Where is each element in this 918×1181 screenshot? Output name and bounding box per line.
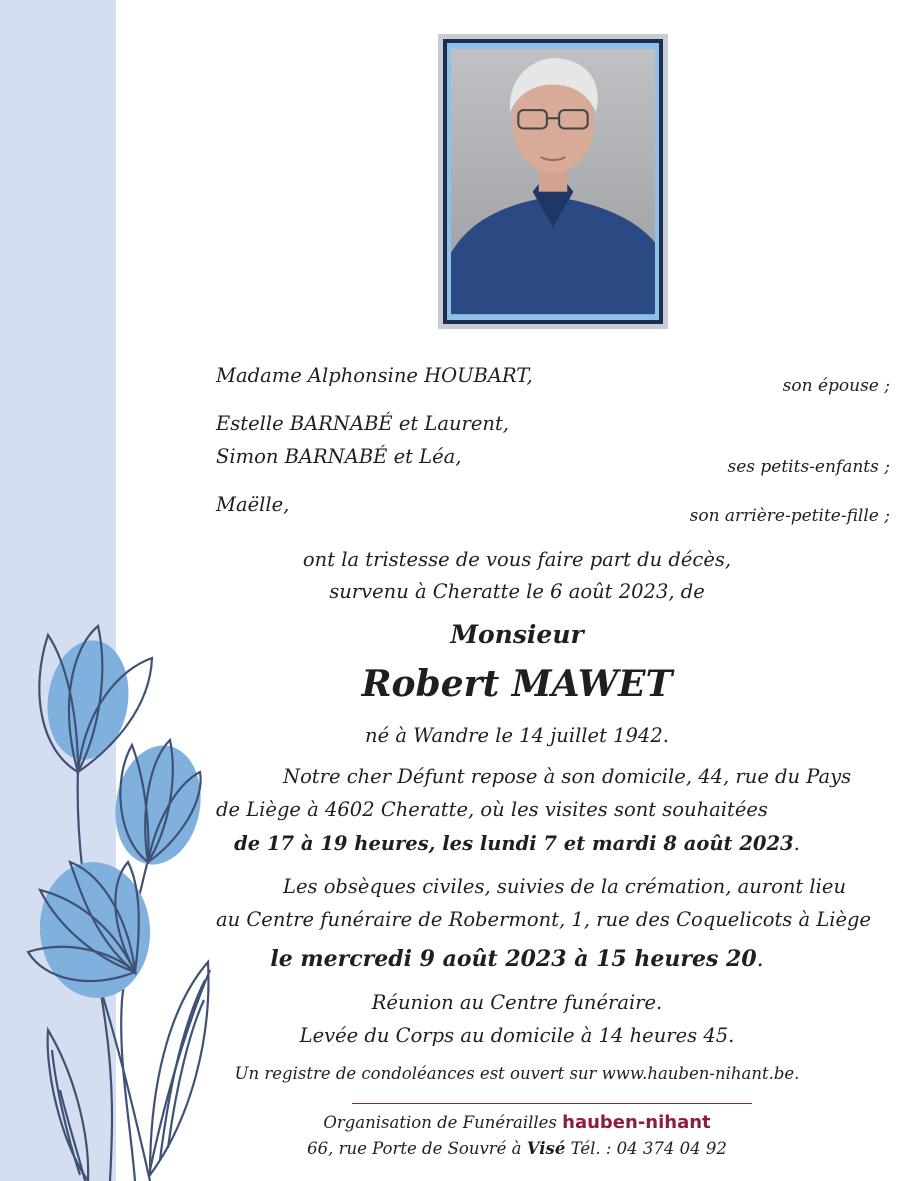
visitation-hours-text: de 17 à 19 heures, les lundi 7 et mardi 8 août 2023 (234, 832, 794, 855)
announcement-line-1: ont la tristesse de vous faire part du décès, (302, 548, 732, 571)
funeral-line-2: au Centre funéraire de Robermont, 1, rue des Coquelicots à Liège (216, 908, 872, 931)
organizer-address-line (116, 1141, 918, 1158)
funeral-line-1: Les obsèques civiles, suivies de la crémation, auront lieu (283, 875, 847, 898)
organizer-brand-logo: hauben-nihant (562, 1112, 711, 1133)
portrait-photo (451, 47, 655, 316)
funeral-date-end: . (756, 947, 764, 972)
visitation-hours-end: . (793, 832, 800, 855)
footer-divider (352, 1103, 752, 1104)
organizer-phone: Tél. : 04 374 04 92 (570, 1139, 727, 1158)
announcement-line-2: survenu à Cheratte le 6 août 2023, de (329, 580, 705, 603)
organizer-prefix: Organisation de Funérailles (323, 1113, 557, 1132)
deceased-title: Monsieur (450, 620, 584, 649)
family-name-grandchild-2: Simon BARNABÉ et Léa, (216, 445, 462, 468)
deceased-name: Robert MAWET (361, 663, 673, 705)
visitation-line-1: Notre cher Défunt repose à son domicile, 44, rue du Pays (283, 765, 852, 788)
family-relation-spouse: son épouse ; (782, 376, 890, 396)
deceased-birth: né à Wandre le 14 juillet 1942. (365, 724, 669, 747)
family-relation-grandchildren: ses petits-enfants ; (727, 457, 890, 477)
registry-notice: Un registre de condoléances est ouvert sur www.hauben-nihant.be. (234, 1064, 800, 1083)
meeting-line-1: Réunion au Centre funéraire. (371, 991, 663, 1014)
visitation-hours (116, 834, 918, 854)
family-name-spouse: Madame Alphonsine HOUBART, (216, 364, 533, 387)
organizer-line (116, 1114, 918, 1132)
organizer-address: 66, rue Porte de Souvré à (307, 1139, 522, 1158)
funeral-date-text: le mercredi 9 août 2023 à 15 heures 20 (270, 946, 757, 972)
family-name-grandchild-1: Estelle BARNABÉ et Laurent, (216, 412, 509, 435)
meeting-line-2: Levée du Corps au domicile à 14 heures 45. (299, 1024, 735, 1047)
family-name-great-grandchild: Maëlle, (216, 493, 290, 516)
family-relation-great-grandchild: son arrière-petite-fille ; (689, 506, 890, 526)
portrait-frame (438, 34, 668, 329)
funeral-date (116, 948, 918, 971)
visitation-line-2: de Liège à 4602 Cheratte, où les visites sont souhaitées (216, 798, 768, 821)
organizer-city: Visé (526, 1139, 566, 1158)
